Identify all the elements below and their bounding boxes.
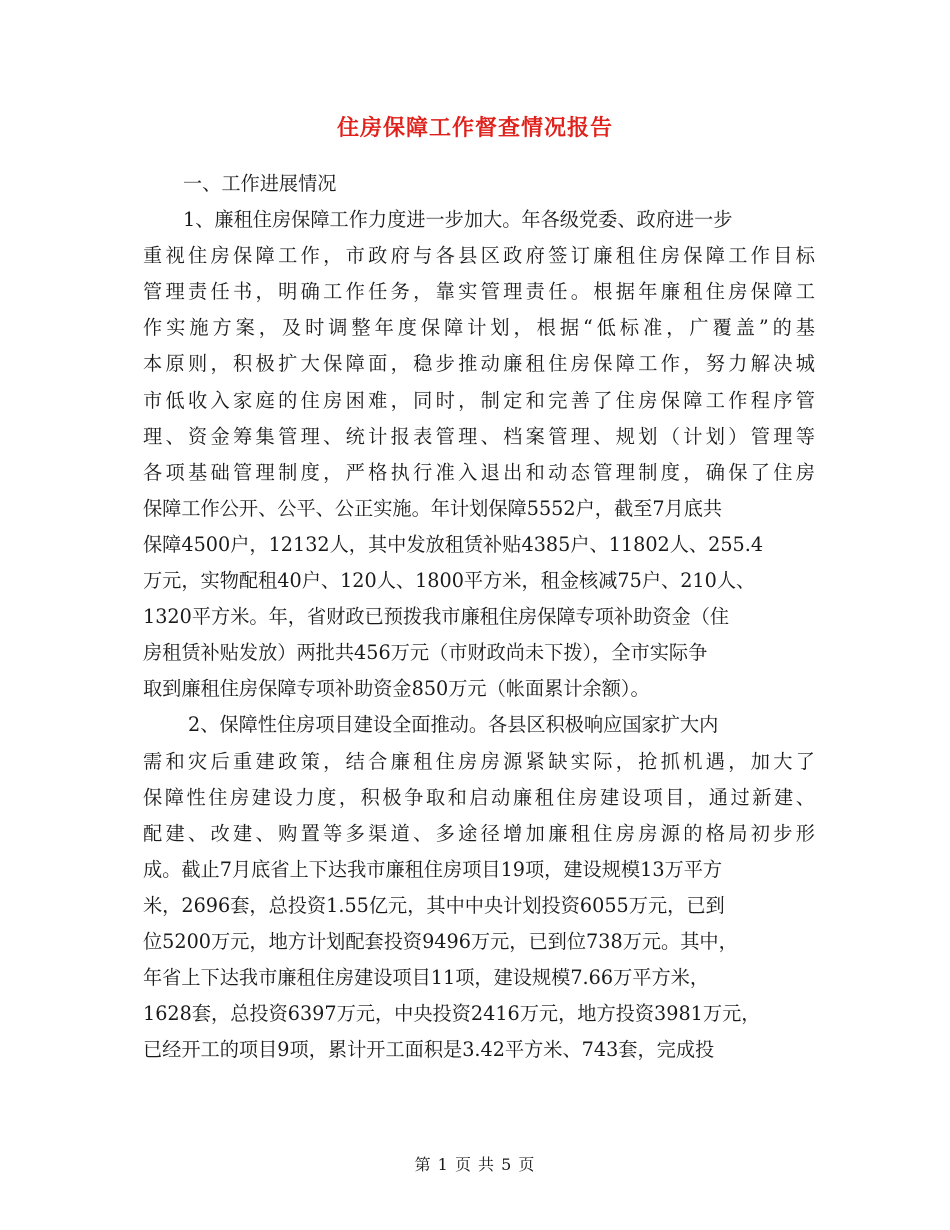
document-title: 住房保障工作督查情况报告 [336,116,613,141]
paragraph-line: 配建、改建、购置等多渠道、多途径增加廉租住房房源的格局初步形 [143,821,815,845]
paragraph-line: 米，2696套，总投资1.55亿元，其中中央计划投资6055万元，已到 [143,893,725,917]
paragraph-line: 1628套，总投资6397万元，中央投资2416万元，地方投资3981万元， [143,1002,761,1026]
paragraph-line: 保障工作公开、公平、公正实施。年计划保障5552户，截至7月底共 [143,496,723,520]
document-body [143,166,815,1068]
paragraph-line: 市低收入家庭的住房困难，同时，制定和完善了住房保障工作程序管 [143,388,815,412]
paragraph-line: 保障4500户，12132人，其中发放租赁补贴4385户、11802人、255.4 [143,532,764,556]
paragraph-line: 2、保障性住房项目建设全面推动。各县区积极响应国家扩大内 [188,713,719,737]
paragraph-2 [143,707,815,1068]
paragraph-line: 位5200万元，地方计划配套投资9496万元，已到位738万元。其中， [143,929,738,953]
paragraph-line: 取到廉租住房保障专项补助资金850万元（帐面累计余额）。 [143,677,650,701]
page-footer: 第 1 页 共 5 页 [414,1155,536,1174]
section-heading: 一、工作进展情况 [183,172,337,195]
paragraph-line: 1320平方米。年，省财政已预拨我市廉租住房保障专项补助资金（住 [143,605,730,629]
paragraph-line: 保障性住房建设力度，积极争取和启动廉租住房建设项目，通过新建、 [143,785,815,809]
paragraph-line: 管理责任书，明确工作任务，靠实管理责任。根据年廉租住房保障工 [143,280,815,304]
paragraph-line: 1、廉租住房保障工作力度进一步加大。年各级党委、政府进一步 [183,208,733,232]
paragraph-1 [143,202,815,707]
paragraph-line: 万元，实物配租40户、120人、1800平方米，租金核减75户、210人、 [143,569,756,593]
paragraph-line: 各项基础管理制度，严格执行准入退出和动态管理制度，确保了住房 [143,460,815,484]
paragraph-line: 年省上下达我市廉租住房建设项目11项，建设规模7.66万平方米， [143,966,710,990]
paragraph-line: 需和灾后重建政策，结合廉租住房房源紧缺实际，抢抓机遇，加大了 [143,749,815,773]
paragraph-line: 房租赁补贴发放）两批共456万元（市财政尚未下拨），全市实际争 [143,641,708,665]
paragraph-line: 作实施方案，及时调整年度保障计划，根据“低标准，广覆盖”的基 [143,316,815,340]
paragraph-line: 本原则，积极扩大保障面，稳步推动廉租住房保障工作，努力解决城 [143,352,815,376]
paragraph-line: 重视住房保障工作，市政府与各县区政府签订廉租住房保障工作目标 [143,244,815,268]
paragraph-line: 成。截止7月底省上下达我市廉租住房项目19项，建设规模13万平方 [143,857,723,881]
paragraph-line: 理、资金筹集管理、统计报表管理、档案管理、规划（计划）管理等 [143,424,815,448]
paragraph-line: 已经开工的项目9项，累计开工面积是3.42平方米、743套，完成投 [143,1038,715,1062]
